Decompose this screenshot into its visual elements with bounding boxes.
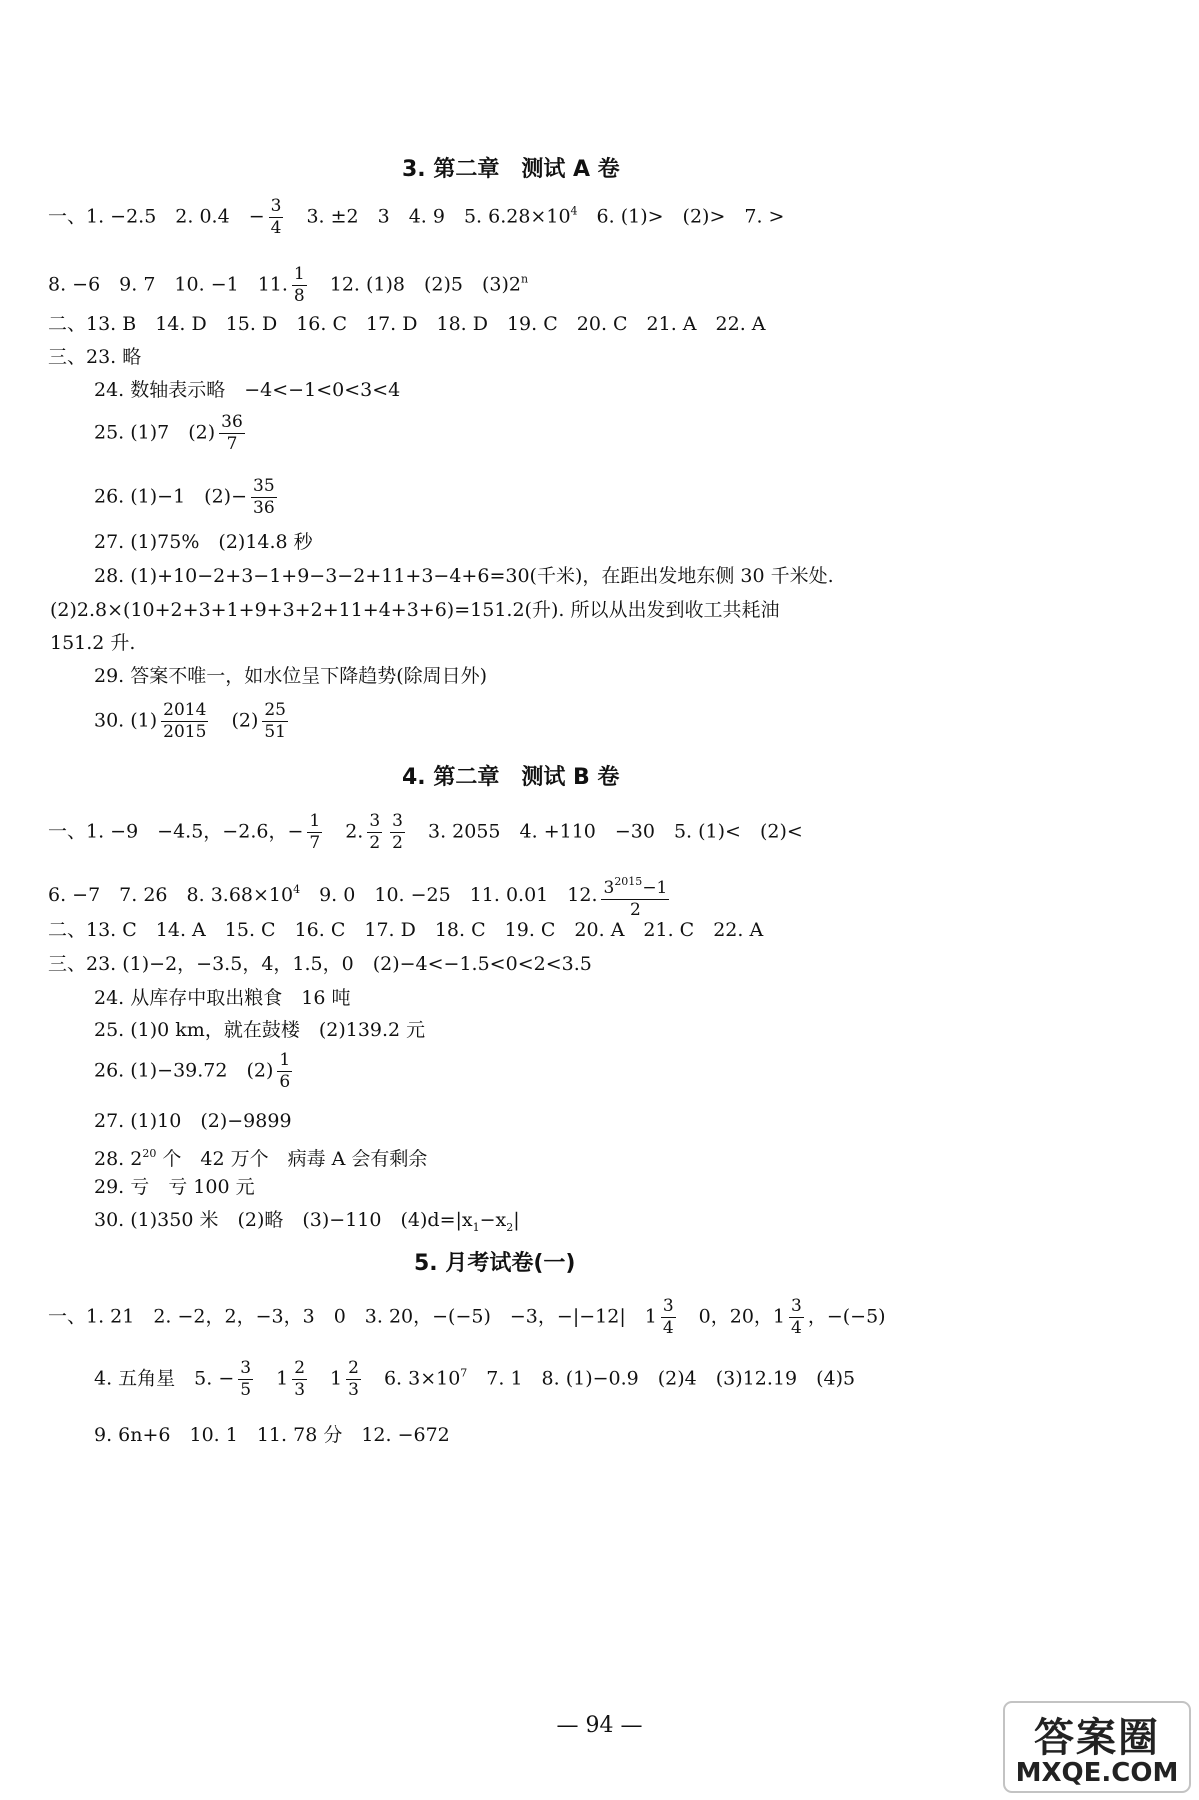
answer-line: 一、1. −9 −4.5，−2.6，− $\frac{1}{7}$ 2. $\frac{3}{2}$ $\frac{3}{2}$ 3. 2055 4. +110 −30 5. (1)< (2)< <box>48 811 803 853</box>
watermark-top: 答案圈 <box>1034 1715 1160 1761</box>
fraction: $\frac{3}{5}$ <box>240 1358 252 1400</box>
answer-line: 25. (1)0 km，就在鼓楼 (2)139.2 元 <box>94 1019 426 1041</box>
answer-line: 二、13. C 14. A 15. C 16. C 17. D 18. C 19. C 20. A 21. C 22. A <box>48 919 764 941</box>
answer-line: 一、1. 21 2. −2，2，−3，3 0 3. 20，−(−5) −3，−|−12| 1 $\frac{3}{4}$ 0，20，1 $\frac{3}{4}$ ，−(−5) <box>48 1296 886 1338</box>
answer-line: 24. 从库存中取出粮食 16 吨 <box>94 987 351 1009</box>
fraction: $\frac{3}{4}$ <box>791 1296 802 1338</box>
answer-line: 26. (1)−1 (2)− $\frac{35}{36}$ <box>94 476 275 518</box>
fraction: $\frac{35}{36}$ <box>253 476 275 518</box>
answer-line: 4. 五角星 5. − $\frac{3}{5}$ 1 $\frac{2}{3}$ 1 $\frac{2}{3}$ 6. $3\times 10^7$ 7. 1 8. (1)−0.9 (2)4 (3)12.19 (4)5 <box>94 1358 856 1400</box>
answer-line: 27. (1)75% (2)14.8 秒 <box>94 531 313 553</box>
answer-line: 三、23. 略 <box>48 346 142 368</box>
answer-line: 三、23. (1)−2，−3.5，4，1.5，0 (2)−4<−1.5<0<2<3.5 <box>48 953 592 975</box>
answer-line: 26. (1)−39.72 (2) $\frac{1}{6}$ <box>94 1050 291 1092</box>
section-title: 3. 第二章 测试 A 卷 <box>402 157 620 182</box>
answer-line: 30. (1)350 米 (2)略 (3)−110 $(4)d=|x_1-x_2|$ <box>94 1209 520 1234</box>
watermark-bottom: MXQE.COM <box>1015 1758 1179 1788</box>
fraction: $\frac{1}{7}$ <box>309 811 321 853</box>
fraction: $\frac{2}{3}$ <box>348 1358 359 1400</box>
answer-line: (2)2.8×(10+2+3+1+9+3+2+11+4+3+6)=151.2(升). 所以从出发到收工共耗油 <box>50 599 780 621</box>
fraction: $\frac{25}{51}$ <box>264 700 286 742</box>
fraction: $\frac{1}{8}$ <box>293 264 305 306</box>
watermark-logo <box>1002 1700 1192 1794</box>
answer-line: 28. $2^{20}$ 个 42 万个 病毒 A 会有剩余 <box>94 1147 428 1170</box>
fraction: $\frac{36}{7}$ <box>221 412 243 454</box>
answer-line: 8. −6 9. 7 10. −1 11. $\frac{1}{8}$ 12. (1)8 (2)5 (3)2$^n$ <box>48 264 529 306</box>
fraction: $\frac{3}{4}$ <box>662 1296 674 1338</box>
answer-line: 二、13. B 14. D 15. D 16. C 17. D 18. D 19. C 20. C 21. A 22. A <box>48 313 766 335</box>
section-title: 5. 月考试卷(一) <box>414 1251 576 1276</box>
fraction: $\frac{2}{3}$ <box>294 1358 306 1400</box>
answer-line: 6. −7 7. 26 8. $3.68\times 10^4$ 9. 0 10. −25 11. 0.01 12. $\frac{3^{2015}-1}{2}$ <box>48 871 673 921</box>
section-title: 4. 第二章 测试 B 卷 <box>402 765 620 790</box>
answer-line: 29. 答案不唯一，如水位呈下降趋势(除周日外) <box>94 665 488 687</box>
answer-line: 30. (1) $\frac{2014}{2015}$ (2) $\frac{25}{51}$ <box>94 700 286 742</box>
answer-line: 28. (1)+10−2+3−1+9−3−2+11+3−4+6=30(千米)，在距出发地东侧 30 千米处. <box>94 565 834 587</box>
fraction: $\frac{3}{2}$ <box>392 811 403 853</box>
answer-line: 27. (1)10 (2)−9899 <box>94 1110 292 1132</box>
answer-line: 151.2 升. <box>50 632 136 654</box>
page-number: — 94 — <box>556 1713 643 1738</box>
fraction: $\frac{1}{6}$ <box>279 1050 291 1092</box>
fraction: $\frac{3^{2015}-1}{2}$ <box>601 871 669 921</box>
answer-line: 25. (1)7 (2) $\frac{36}{7}$ <box>94 412 243 454</box>
fraction: $\frac{2014}{2015}$ <box>163 700 207 742</box>
fraction: $\frac{3}{2}$ <box>369 811 381 853</box>
fraction: $\frac{3}{4}$ <box>270 196 282 238</box>
answer-line: 29. 亏 亏 100 元 <box>94 1176 255 1198</box>
answer-line: 24. 数轴表示略 −4<−1<0<3<4 <box>94 379 401 401</box>
answer-line: 一、1. −2.5 2. 0.4 − $\frac{3}{4}$ 3. ±2 3 4. 9 5. $6.28\times 10^4$ 6. (1)> (2)> 7. > <box>48 196 785 238</box>
answer-line: 9. 6n+6 10. 1 11. 78 分 12. −672 <box>94 1424 450 1446</box>
